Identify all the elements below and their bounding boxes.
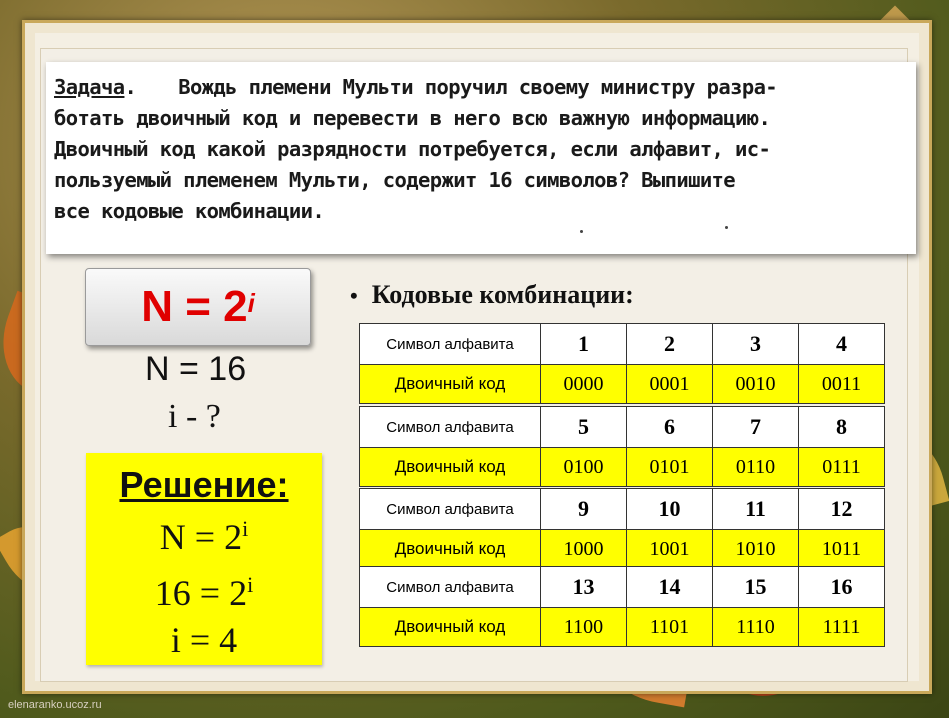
binary-cell: 1010 (713, 530, 799, 569)
ink-speck (725, 226, 728, 229)
symbol-row (360, 567, 885, 608)
symbol-header: Символ алфавита (360, 324, 541, 365)
binary-cell: 1011 (799, 530, 885, 569)
symbol-cell: 15 (713, 567, 799, 608)
binary-cell: 1001 (627, 530, 713, 569)
symbol-cell: 5 (541, 407, 627, 448)
binary-cell: 0011 (799, 365, 885, 404)
task-line: все кодовые комбинации. (54, 199, 325, 223)
symbol-cell: 10 (627, 489, 713, 530)
symbol-cell: 1 (541, 324, 627, 365)
task-line: пользуемый племенем Мульти, содержит 16 символов? Выпишите (54, 168, 736, 192)
site-watermark: elenaranko.ucoz.ru (8, 699, 102, 711)
binary-header: Двоичный код (360, 530, 541, 569)
binary-cell: 0110 (713, 448, 799, 487)
task-line: Задача. Вождь племени Мульти поручил своему министру разра- (54, 75, 778, 99)
binary-cell: 1111 (799, 608, 885, 647)
symbol-cell: 9 (541, 489, 627, 530)
code-table (359, 323, 885, 404)
binary-cell: 0101 (627, 448, 713, 487)
formula-base: N = 2 (141, 282, 248, 331)
ink-speck (580, 230, 583, 233)
binary-header: Двоичный код (360, 448, 541, 487)
symbol-row (360, 407, 885, 448)
symbol-header: Символ алфавита (360, 407, 541, 448)
symbol-cell: 4 (799, 324, 885, 365)
binary-cell: 0111 (799, 448, 885, 487)
symbol-header: Символ алфавита (360, 489, 541, 530)
binary-cell: 1101 (627, 608, 713, 647)
formula-exponent: i (247, 287, 255, 318)
task-label: Задача (54, 75, 125, 99)
code-table (359, 566, 885, 647)
symbol-cell: 8 (799, 407, 885, 448)
symbol-row (360, 489, 885, 530)
binary-cell: 0100 (541, 448, 627, 487)
symbol-row (360, 324, 885, 365)
binary-header: Двоичный код (360, 365, 541, 404)
code-table (359, 488, 885, 569)
binary-cell: 1000 (541, 530, 627, 569)
symbol-cell: 11 (713, 489, 799, 530)
given-i: i - ? (168, 398, 221, 435)
symbol-cell: 13 (541, 567, 627, 608)
formula-box (85, 268, 311, 346)
symbol-cell: 2 (627, 324, 713, 365)
symbol-cell: 14 (627, 567, 713, 608)
binary-cell: 1100 (541, 608, 627, 647)
binary-header: Двоичный код (360, 608, 541, 647)
bullet-icon: • (350, 283, 358, 308)
symbol-cell: 3 (713, 324, 799, 365)
solution-line: $N = 2^i$ (159, 516, 249, 557)
binary-cell: 0010 (713, 365, 799, 404)
solution-title: Решение: (119, 464, 289, 505)
symbol-cell: 16 (799, 567, 885, 608)
task-statement (46, 62, 916, 254)
task-line: ботать двоичный код и перевести в него всю важную информацию. (54, 106, 771, 130)
solution-box (86, 453, 322, 665)
symbol-header: Символ алфавита (360, 567, 541, 608)
binary-row (360, 530, 885, 569)
binary-row (360, 608, 885, 647)
binary-cell: 0001 (627, 365, 713, 404)
binary-row (360, 365, 885, 404)
binary-cell: 1110 (713, 608, 799, 647)
symbol-cell: 12 (799, 489, 885, 530)
given-n: N = 16 (145, 350, 247, 388)
task-line: Двоичный код какой разрядности потребуется, если алфавит, ис- (54, 137, 771, 161)
binary-row (360, 448, 885, 487)
binary-cell: 0000 (541, 365, 627, 404)
symbol-cell: 6 (627, 407, 713, 448)
solution-line: i = 4 (170, 620, 238, 660)
code-table (359, 406, 885, 487)
codes-heading: • Кодовые комбинации: (350, 280, 634, 309)
symbol-cell: 7 (713, 407, 799, 448)
solution-line: $16 = 2^i$ (154, 572, 254, 613)
